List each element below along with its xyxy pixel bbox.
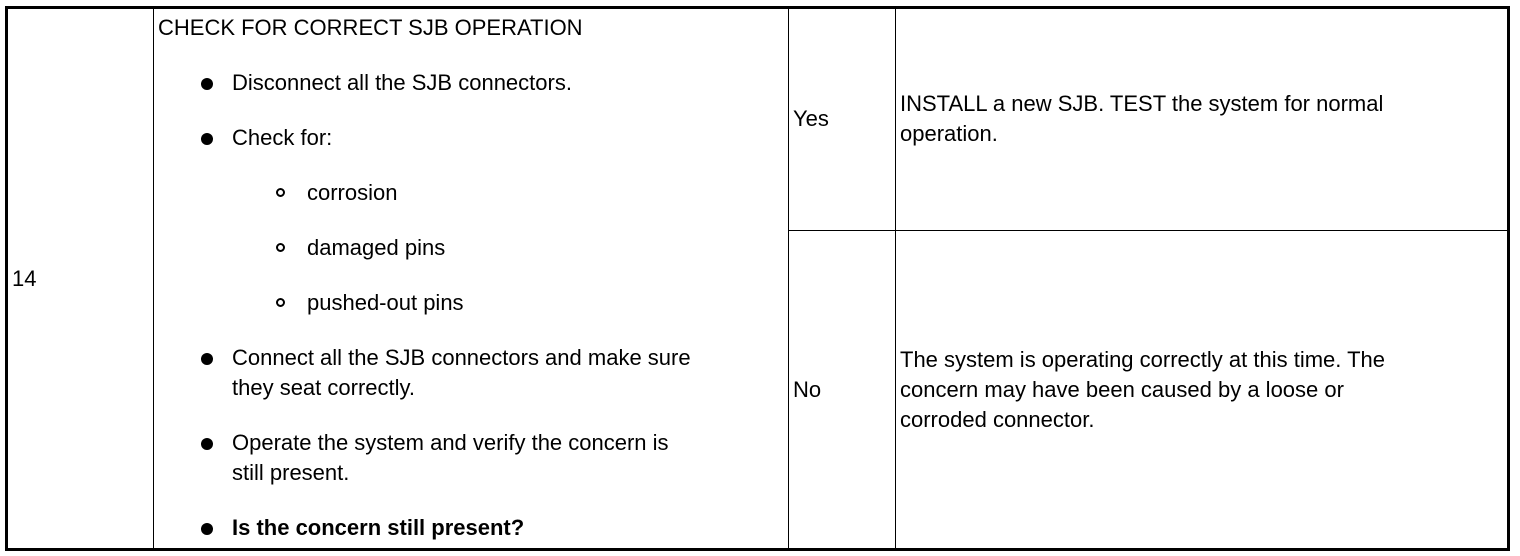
check-item: Connect all the SJB connectors and make sure	[232, 345, 691, 370]
check-title: CHECK FOR CORRECT SJB OPERATION	[158, 15, 583, 40]
bullet-icon	[201, 78, 213, 90]
diagnostic-table	[5, 6, 1510, 551]
check-subitem: corrosion	[307, 180, 398, 205]
action-text: concern may have been caused by a loose or	[900, 377, 1344, 402]
sub-bullet-icon	[276, 243, 285, 252]
bullet-icon	[201, 523, 213, 535]
action-text: operation.	[900, 121, 998, 146]
bullet-icon	[201, 133, 213, 145]
action-text: corroded connector.	[900, 407, 1095, 432]
answer-no: No	[793, 377, 822, 402]
column-divider	[788, 9, 789, 548]
action-text: The system is operating correctly at this time. The	[900, 347, 1385, 372]
column-divider	[895, 9, 896, 548]
column-divider	[153, 9, 154, 548]
check-item: Disconnect all the SJB connectors.	[232, 70, 572, 95]
check-item: they seat correctly.	[232, 375, 415, 400]
bullet-icon	[201, 438, 213, 450]
check-item: still present.	[232, 460, 350, 485]
check-question: Is the concern still present?	[232, 515, 525, 540]
answer-yes: Yes	[793, 106, 829, 131]
row-divider	[788, 230, 1507, 231]
check-subitem: damaged pins	[307, 235, 446, 260]
sub-bullet-icon	[276, 188, 285, 197]
check-item: Operate the system and verify the concern is	[232, 430, 669, 455]
action-text: INSTALL a new SJB. TEST the system for normal	[900, 91, 1384, 116]
sub-bullet-icon	[276, 298, 285, 307]
check-subitem: pushed-out pins	[307, 290, 464, 315]
check-item: Check for:	[232, 125, 333, 150]
bullet-icon	[201, 353, 213, 365]
step-number: 14	[12, 266, 37, 291]
